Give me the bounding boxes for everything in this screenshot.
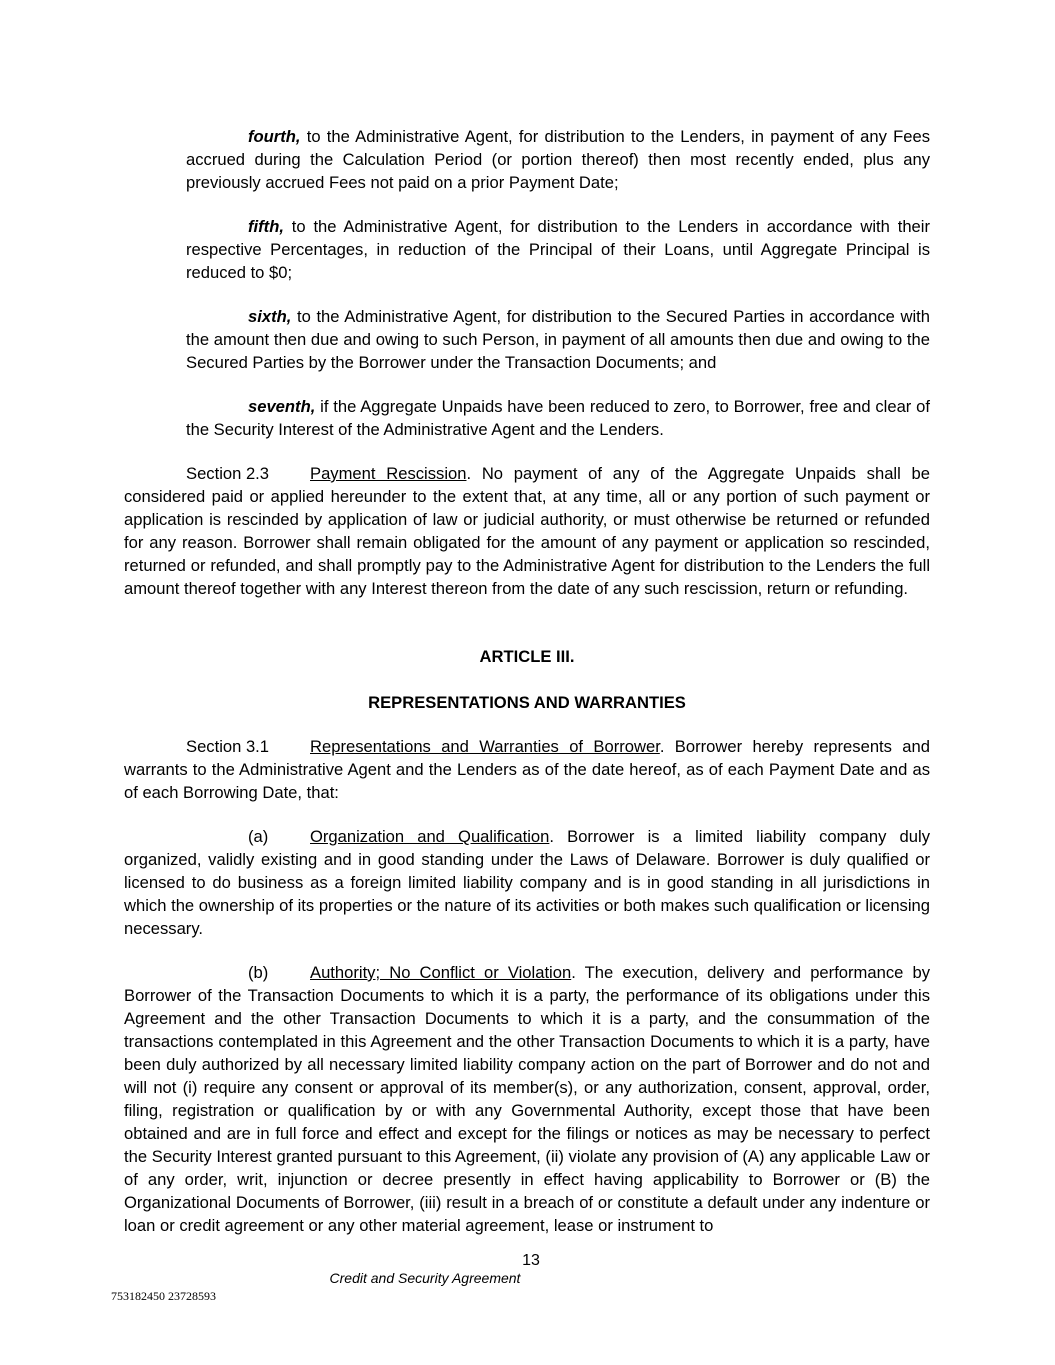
clause-b-label: (b): [248, 963, 269, 982]
clause-b-title: Authority; No Conflict or Violation: [310, 963, 572, 982]
paragraph-sixth: [186, 305, 930, 374]
clause-a-text: . Borrower is a limited liability company duly organized, validly existing and in good standing under the Laws of Delaware. Borrower is duly qualified or licensed to do business as a foreign limited liability company and is in good standing in all jurisdictions in which the ownership of its properties or the nature of its activities or both makes such qualification or licensing necessary.: [124, 827, 930, 938]
clause-a: [124, 825, 930, 940]
section-3-1: [124, 735, 930, 804]
clause-b-text: . The execution, delivery and performance by Borrower of the Transaction Documents to which it is a party, the performance of its obligations under this Agreement and the other Transaction Documents to which it is a party, and the consummation of the transactions contemplated in this Agreement and the other Transaction Documents to which it is a party, have been duly authorized by all necessary limited liability company action on the part of Borrower and do not and will not (i) require any consent or approval of its member(s), or any authorization, consent, approval, order, filing, registration or qualification by or with any Governmental Authority, except those that have been obtained and are in full force and effect and except for the filings or notices as may be necessary to perfect the Security Interest granted pursuant to this Agreement, (ii) violate any provision of (A) any applicable Law or of any order, writ, injunction or decree presently in effect having applicability to Borrower or (B) the Organizational Documents of Borrower, (iii) result in a breach of or constitute a default under any indenture or loan or credit agreement or any other material agreement, lease or instrument to: [124, 963, 931, 1235]
clause-b: [124, 961, 930, 1237]
section-2-3: [124, 462, 930, 600]
paragraph-fourth-text: to the Administrative Agent, for distribution to the Lenders, in payment of any Fees accrued during the Calculation Period (or portion thereof) then most recently ended, plus any previously accrued Fees not paid on a prior Payment Date;: [186, 127, 930, 192]
clause-a-title: Organization and Qualification: [310, 827, 550, 846]
article-number: ARTICLE III.: [479, 647, 575, 666]
paragraph-sixth-text: to the Administrative Agent, for distribution to the Secured Parties in accordance with the amount then due and owing to such Person, in payment of all amounts then due and owing to the Secured Parties by the Borrower under the Transaction Documents; and: [186, 307, 930, 372]
section-2-3-text: . No payment of any of the Aggregate Unpaids shall be considered paid or applied hereunder to the extent that, at any time, all or any portion of such payment or application is rescinded by application of law or judicial authority, or must otherwise be returned or refunded for any reason. Borrower shall remain obligated for the amount of any payment or application so rescinded, returned or refunded, and shall promptly pay to the Administrative Agent for distribution to the Lenders the full amount thereof together with any Interest thereon from the date of any such rescission, return or refunding.: [124, 464, 930, 598]
document-id: 753182450 23728593: [111, 1289, 216, 1303]
paragraph-seventh-text: if the Aggregate Unpaids have been reduced to zero, to Borrower, free and clear of the Security Interest of the Administrative Agent and the Lenders.: [186, 397, 930, 439]
lead-word-sixth: sixth,: [248, 307, 292, 326]
paragraph-seventh: [186, 395, 930, 441]
section-3-1-number: Section 3.1: [186, 737, 270, 756]
paragraph-fifth: [186, 215, 930, 284]
paragraph-fourth: [186, 125, 930, 194]
section-3-1-title: Representations and Warranties of Borrower: [310, 737, 660, 756]
page-number: 13: [522, 1252, 540, 1269]
lead-word-seventh: seventh,: [248, 397, 316, 416]
paragraph-fifth-text: to the Administrative Agent, for distribution to the Lenders in accordance with their respective Percentages, in reduction of the Principal of their Loans, until Aggregate Principal is reduced to $0;: [186, 217, 930, 282]
clause-a-label: (a): [248, 827, 269, 846]
section-2-3-number: Section 2.3: [186, 464, 270, 483]
section-2-3-title: Payment Rescission: [310, 464, 467, 483]
article-title: REPRESENTATIONS AND WARRANTIES: [368, 693, 686, 712]
section-3-1-text: . Borrower hereby represents and warrants to the Administrative Agent and the Lenders as of the date hereof, as of each Payment Date and as of each Borrowing Date, that:: [124, 737, 930, 802]
footer-document-title: Credit and Security Agreement: [329, 1270, 521, 1286]
lead-word-fifth: fifth,: [248, 217, 284, 236]
lead-word-fourth: fourth,: [248, 127, 301, 146]
